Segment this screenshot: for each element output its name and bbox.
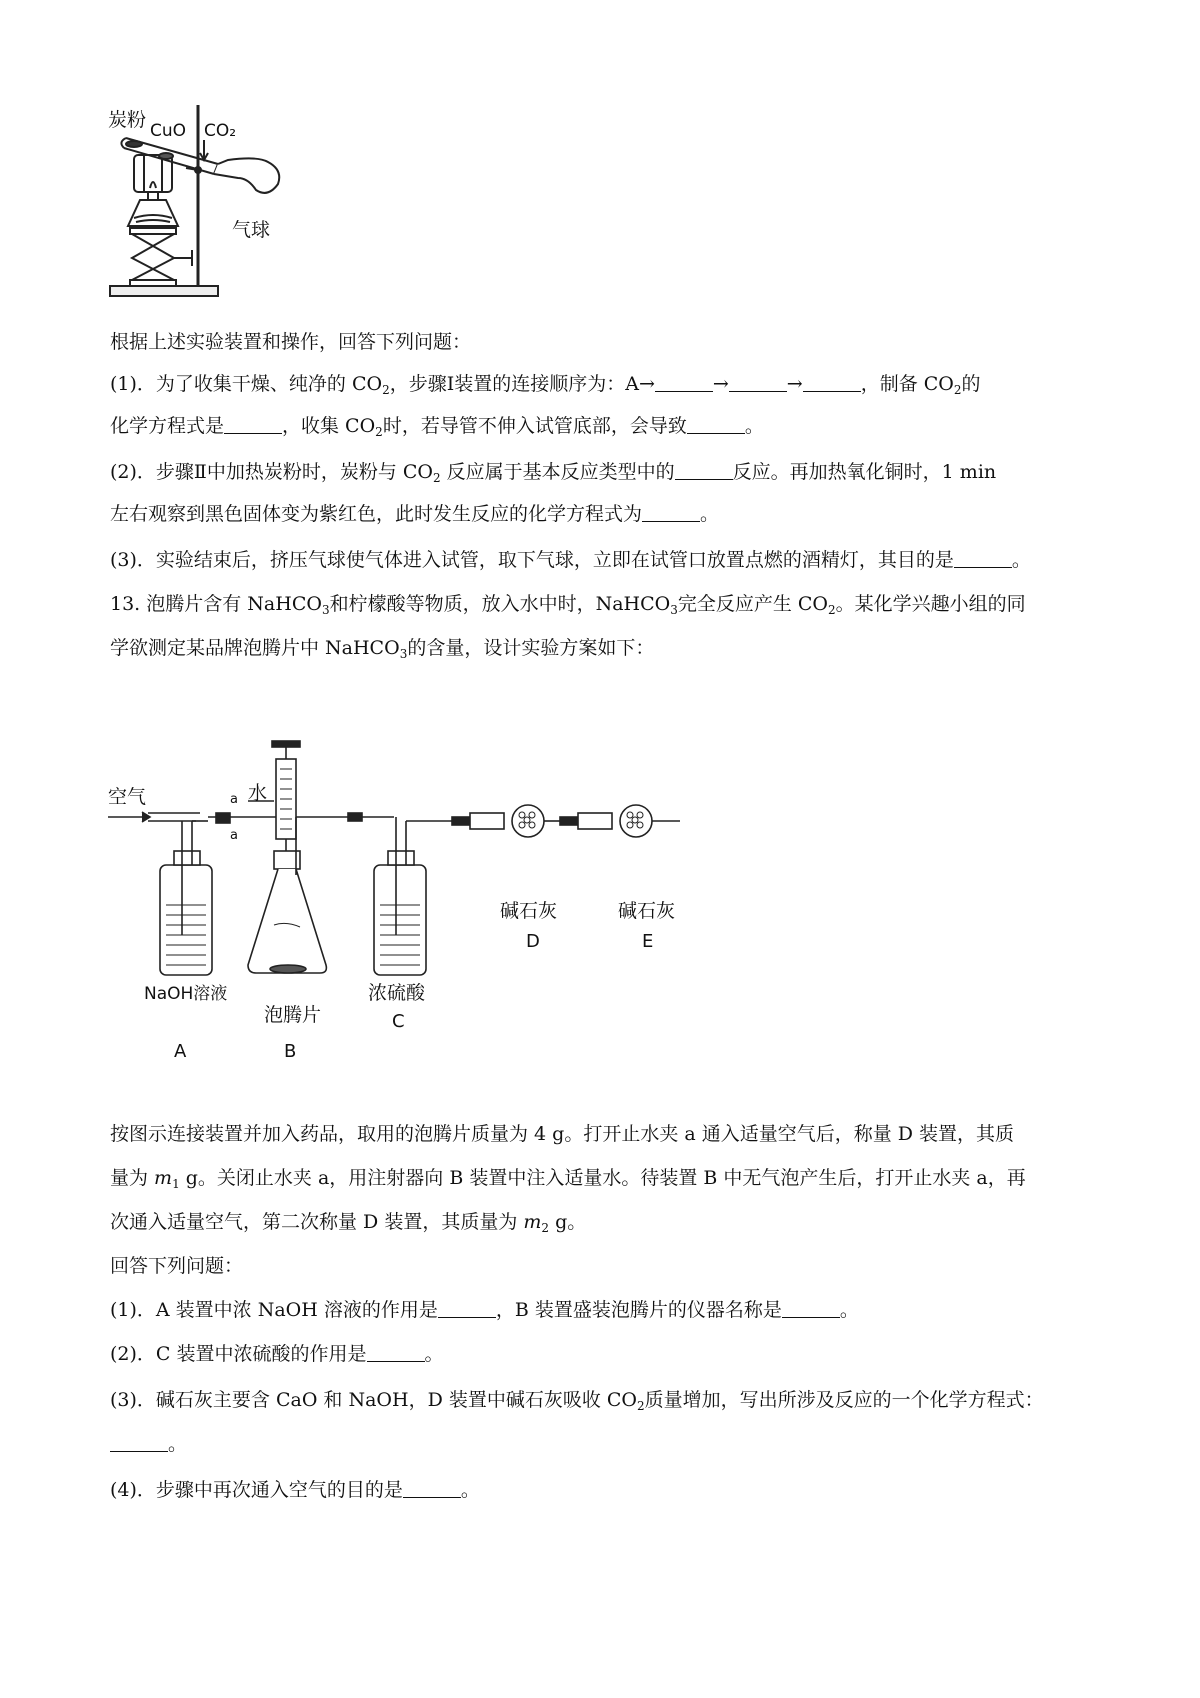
balloon bbox=[214, 158, 279, 193]
answer-blank[interactable] bbox=[675, 461, 733, 480]
label-balloon: 气球 bbox=[232, 219, 271, 241]
label-naoh: NaOH溶液 bbox=[144, 984, 228, 1004]
label-co2: CO₂ bbox=[204, 121, 237, 141]
q12-part3: (3)．实验结束后，挤压气球使气体进入试管，取下气球，立即在试管口放置点燃的酒精灯，其目的是 。 bbox=[110, 549, 1031, 571]
answer-blank[interactable] bbox=[367, 1343, 425, 1362]
flask-b bbox=[248, 869, 326, 973]
label-e: E bbox=[642, 931, 654, 952]
drying-tube-e bbox=[578, 813, 612, 829]
question-3-line2: 。 bbox=[110, 1430, 1100, 1458]
label-d: D bbox=[526, 931, 540, 952]
answer-blank[interactable] bbox=[782, 1299, 840, 1318]
answer-blank[interactable] bbox=[438, 1299, 496, 1318]
answer-blank[interactable] bbox=[224, 415, 282, 434]
procedure-line1: 按图示连接装置并加入药品，取用的泡腾片质量为 4 g。打开止水夹 a 通入适量空气后，称量 D 装置，其质 bbox=[110, 1123, 1015, 1145]
answer-blank[interactable] bbox=[803, 373, 861, 392]
label-cuo: CuO bbox=[150, 121, 187, 141]
questions-intro: 回答下列问题： bbox=[110, 1255, 244, 1277]
bottle-a bbox=[160, 865, 212, 975]
question-2: (2)．C 装置中浓硫酸的作用是 。 bbox=[110, 1343, 444, 1365]
label-air: 空气 bbox=[108, 786, 147, 808]
answer-blank[interactable] bbox=[655, 373, 713, 392]
procedure-line2: 量为 $m_1$ g。关闭止水夹 a，用注射器向 B 装置中注入适量水。待装置 B 中无气泡产生后，打开止水夹 a，再 bbox=[110, 1167, 1026, 1191]
label-clamp-a-top: a bbox=[230, 792, 238, 807]
label-a: A bbox=[174, 1041, 187, 1062]
clamp-a bbox=[216, 813, 230, 823]
label-clamp-a-bottom: a bbox=[230, 828, 238, 843]
drying-tube-d bbox=[470, 813, 504, 829]
label-c: C bbox=[392, 1011, 405, 1032]
q12-part1-line1: (1)．为了收集干燥、纯净的 $CO_2$，步骤Ⅰ装置的连接顺序为：A→ → → ，制备 $CO_2$的 bbox=[110, 373, 981, 397]
bottle-c bbox=[374, 865, 426, 975]
label-carbon-powder: 炭粉 bbox=[108, 109, 147, 131]
q12-part2-line1: (2)．步骤Ⅱ中加热炭粉时，炭粉与 $CO_2$ 反应属于基本反应类型中的 反应。再加热氧化铜时，1 min bbox=[110, 461, 997, 485]
q12-part1-line2: 化学方程式是 ，收集 $CO_2$时，若导管不伸入试管底部，会导致 。 bbox=[110, 415, 764, 439]
stand-base bbox=[110, 286, 218, 296]
label-tablet: 泡腾片 bbox=[264, 1004, 322, 1026]
q12-intro: 根据上述实验装置和操作，回答下列问题： bbox=[110, 331, 472, 353]
figure-carbon-reduction-apparatus bbox=[108, 100, 308, 330]
figure-nahco3-apparatus bbox=[108, 735, 768, 1100]
label-soda-lime-e: 碱石灰 bbox=[618, 900, 676, 922]
question-1: (1)．A 装置中浓 NaOH 溶液的作用是 ，B 装置盛装泡腾片的仪器名称是 。 bbox=[110, 1299, 859, 1321]
label-soda-lime-d: 碱石灰 bbox=[500, 900, 558, 922]
answer-blank[interactable] bbox=[403, 1479, 461, 1498]
label-b: B bbox=[284, 1041, 297, 1062]
answer-blank[interactable] bbox=[642, 503, 700, 522]
answer-blank[interactable] bbox=[729, 373, 787, 392]
answer-blank[interactable] bbox=[954, 549, 1012, 568]
question-4: (4)．步骤中再次通入空气的目的是 。 bbox=[110, 1479, 480, 1501]
procedure-line3: 次通入适量空气，第二次称量 D 装置，其质量为 $m_2$ g。 bbox=[110, 1211, 587, 1235]
label-water: 水 bbox=[248, 782, 268, 804]
question-3-line1: (3)．碱石灰主要含 CaO 和 NaOH，D 装置中碱石灰吸收 $CO_2$质量增加，写出所涉及反应的一个化学方程式： bbox=[110, 1389, 1044, 1413]
q12-part2-line2: 左右观察到黑色固体变为紫红色，此时发生反应的化学方程式为 。 bbox=[110, 503, 720, 525]
label-acid: 浓硫酸 bbox=[368, 982, 426, 1004]
answer-blank[interactable] bbox=[110, 1433, 168, 1452]
q13-intro-line2: 学欲测定某品牌泡腾片中 NaHCO$_3$的含量，设计实验方案如下： bbox=[110, 637, 655, 661]
answer-blank[interactable] bbox=[687, 415, 745, 434]
q13-intro-line1: 13. 泡腾片含有 NaHCO$_3$和柠檬酸等物质，放入水中时，NaHCO$_3$完全反应产生 $CO_2$。某化学兴趣小组的同 bbox=[110, 593, 1026, 617]
alcohol-lamp bbox=[128, 200, 178, 226]
